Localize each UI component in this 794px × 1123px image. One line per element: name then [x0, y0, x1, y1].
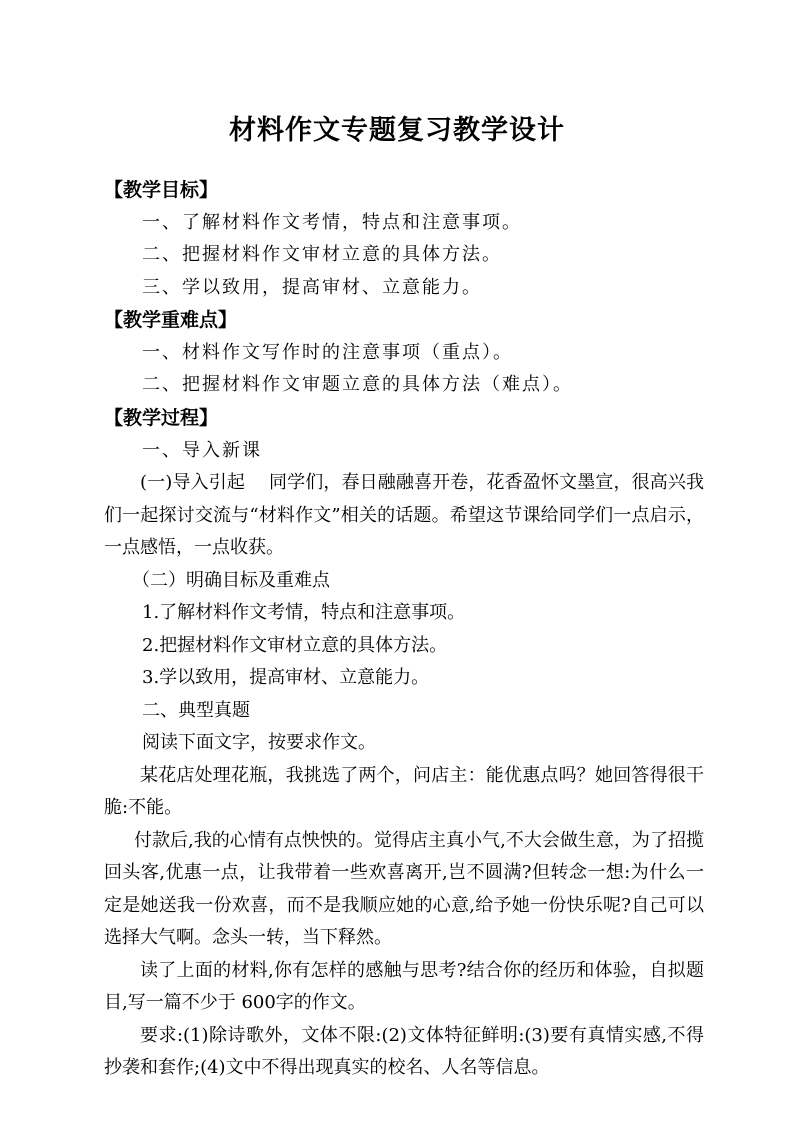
- sub2-title: （二）明确目标及重难点: [132, 569, 330, 591]
- goals-heading: 【教学目标】: [104, 179, 219, 201]
- key-point-item: 一、材料作文写作时的注意事项（重点）。: [142, 341, 513, 363]
- process-heading: 【教学过程】: [104, 407, 219, 429]
- task-paragraph: 读了上面的材料,你有怎样的感触与思考?结合你的经历和体验，自拟题目,写一篇不少于 600字的作文。: [104, 959, 704, 1013]
- sub2-item: 1.了解材料作文考情，特点和注意事项。: [142, 602, 466, 623]
- part2-title: 二、典型真题: [142, 699, 250, 721]
- material-paragraph-1: 某花店处理花瓶，我挑选了两个，问店主：能优惠点吗？她回答得很干脆:不能。: [104, 764, 704, 818]
- process-section: [104, 402, 704, 1085]
- key-point-item: 二、把握材料作文审题立意的具体方法（难点）。: [142, 374, 573, 395]
- goals-section: [104, 174, 704, 304]
- prompt-text: 阅读下面文字，按要求作文。: [142, 732, 376, 753]
- goal-item: 一、了解材料作文考情，特点和注意事项。: [142, 211, 522, 233]
- part1-title: 一、导入新课: [142, 439, 262, 461]
- document-title: 材料作文专题复习教学设计: [229, 115, 565, 146]
- sub2-item: 3.学以致用，提高审材、立意能力。: [142, 667, 430, 688]
- key-points-section: [104, 304, 704, 402]
- goal-item: 二、把握材料作文审材立意的具体方法。: [142, 244, 502, 265]
- material-paragraph-2: 付款后,我的心情有点怏怏的。觉得店主真小气,不大会做生意，为了招揽回头客,优惠一点，让我带着一些欢喜离开,岂不圆满?但转念一想:为什么一定是她送我一份欢喜，而不是我顺应她的心意,给予她一份快乐呢?自己可以选择大气啊。念头一转，当下释然。: [104, 829, 704, 948]
- key-points-heading: 【教学重难点】: [104, 309, 238, 331]
- requirements-paragraph: 要求:(1)除诗歌外，文体不限:(2)文体特征鲜明:(3)要有真情实感,不得抄袭和套作;(4)文中不得出现真实的校名、人名等信息。: [104, 1024, 704, 1078]
- goal-item: 三、学以致用，提高审材、立意能力。: [142, 276, 482, 298]
- intro-paragraph: (一)导入引起 同学们，春日融融喜开卷，花香盈怀文墨宣，很高兴我们一起探讨交流与“材料作文”相关的话题。希望这节课给同学们一点启示，一点感悟，一点收获。: [104, 472, 704, 558]
- sub2-item: 2.把握材料作文审材立意的具体方法。: [142, 634, 448, 656]
